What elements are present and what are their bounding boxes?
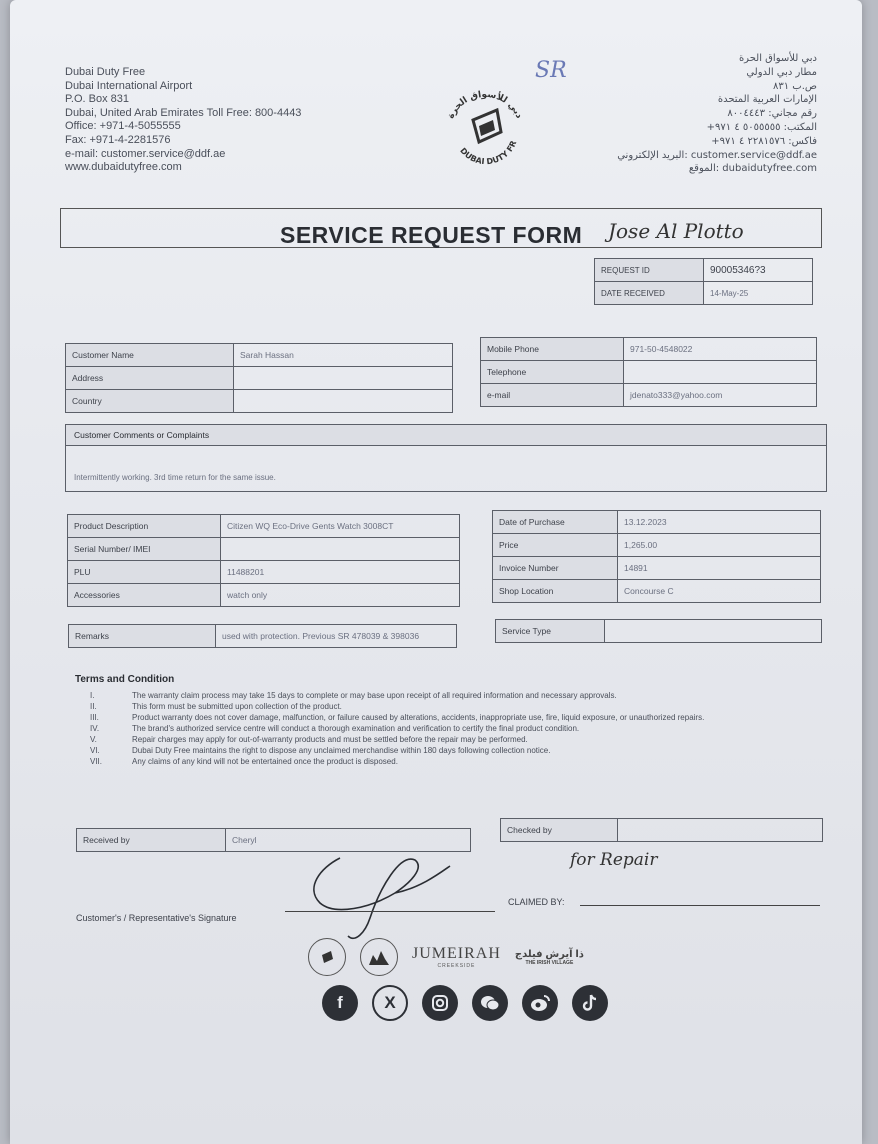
- handwritten-sr-note: SR: [535, 58, 567, 83]
- purchase-table: [492, 510, 821, 603]
- address-line: www.dubaidutyfree.com: [65, 161, 182, 174]
- address-line-ar: رقم مجاني: ٨٠٠٤٤٤٣: [727, 108, 817, 120]
- address-line: Dubai International Airport: [65, 79, 193, 92]
- customer-table: [65, 343, 453, 413]
- comments-label: Customer Comments or Complaints: [66, 425, 826, 446]
- address-line-ar: المكتب: ٥٠٥٥٥٥٥ ٤ ٩٧١+: [706, 121, 817, 133]
- address-label: Address: [66, 367, 234, 390]
- mobile-label: Mobile Phone: [481, 338, 624, 361]
- form-title: SERVICE REQUEST FORM: [280, 222, 583, 248]
- product-description-label: Product Description: [68, 515, 221, 538]
- invoice-label: Invoice Number: [493, 557, 618, 580]
- address-block-ar: [617, 52, 817, 176]
- signature-label: Customer's / Representative's Signature: [76, 913, 237, 923]
- request-id-table: [594, 258, 813, 305]
- service-type-label: Service Type: [496, 620, 605, 643]
- checked-by-table: [500, 818, 823, 842]
- partner-logos: [308, 938, 584, 976]
- x-twitter-icon[interactable]: X: [372, 985, 408, 1021]
- product-description-value: Citizen WQ Eco-Drive Gents Watch 3008CT: [221, 515, 460, 538]
- shop-label: Shop Location: [493, 580, 618, 603]
- price-label: Price: [493, 534, 618, 557]
- weibo-icon[interactable]: [522, 985, 558, 1021]
- term-item: VII. Any claims of any kind will not be entertained once the product is disposed.: [90, 757, 398, 766]
- tiktok-icon[interactable]: [572, 985, 608, 1021]
- date-received-value: 14-May-25: [704, 282, 813, 305]
- term-item: V. Repair charges may apply for out-of-warranty products and must be settled before the repair may be performed.: [90, 735, 528, 744]
- claimed-by-label: CLAIMED BY:: [508, 897, 565, 907]
- mobile-value: 971-50-4548022: [624, 338, 817, 361]
- term-item: IV. The brand's authorized service centre will conduct a thorough examination and verification to certify the final product condition.: [90, 724, 580, 733]
- ddf-logo: [435, 80, 535, 180]
- checked-by-value: [618, 819, 823, 842]
- address-line-ar: فاكس: ٢٢٨١٥٧٦ ٤ ٩٧١+: [711, 135, 817, 147]
- document-page: [10, 0, 862, 1144]
- product-table: [67, 514, 460, 607]
- customer-name-label: Customer Name: [66, 344, 234, 367]
- plu-value: 11488201: [221, 561, 460, 584]
- service-type-table: [495, 619, 822, 643]
- price-value: 1,265.00: [618, 534, 821, 557]
- received-by-value: Cheryl: [226, 829, 471, 852]
- address-line-ar: دبي للأسواق الحرة: [738, 53, 817, 64]
- customer-name-value: Sarah Hassan: [234, 344, 453, 367]
- email-label: e-mail: [481, 384, 624, 407]
- date-purchase-value: 13.12.2023: [618, 511, 821, 534]
- social-icons: [322, 985, 608, 1021]
- comments-text: Intermittently working. 3rd time return for the same issue.: [74, 473, 276, 482]
- request-id-label: REQUEST ID: [595, 259, 704, 282]
- contact-table: [480, 337, 817, 407]
- serial-value: [221, 538, 460, 561]
- country-label: Country: [66, 390, 234, 413]
- country-value: [234, 390, 453, 413]
- terms-title: Terms and Condition: [75, 674, 175, 685]
- date-received-label: DATE RECEIVED: [595, 282, 704, 305]
- address-line: Dubai, United Arab Emirates Toll Free: 800-4443: [65, 106, 302, 119]
- terms-list: [90, 690, 770, 767]
- term-item: VI. Dubai Duty Free maintains the right to dispose any unclaimed merchandise within 180 days following collection notice.: [90, 746, 551, 755]
- plu-label: PLU: [68, 561, 221, 584]
- received-by-label: Received by: [77, 829, 226, 852]
- service-type-value: [605, 620, 822, 643]
- svg-text:دبي للأسواق الحرة: دبي للأسواق الحرة: [446, 89, 524, 121]
- invoice-value: 14891: [618, 557, 821, 580]
- address-block-en: [65, 66, 301, 175]
- address-line: Dubai Duty Free: [65, 66, 146, 78]
- remarks-table: [68, 624, 457, 648]
- request-id-value: 90005346?3: [704, 259, 813, 282]
- address-line-ar: dubaidutyfree.com :الموقع: [688, 163, 817, 175]
- instagram-icon[interactable]: [422, 985, 458, 1021]
- remarks-label: Remarks: [69, 625, 216, 648]
- partner-crest-icon: [360, 938, 398, 976]
- address-line: P.O. Box 831: [65, 93, 130, 106]
- comments-box: [65, 424, 827, 492]
- wechat-icon[interactable]: [472, 985, 508, 1021]
- claimed-by-line: [580, 904, 820, 906]
- svg-text:DUBAI DUTY FREE: DUBAI DUTY FR: [458, 139, 519, 167]
- email-value: jdenato333@yahoo.com: [624, 384, 817, 407]
- address-line-ar: ص.ب ٨٣١: [773, 80, 817, 92]
- handwritten-title-note: Jose Al Plotto: [608, 219, 744, 243]
- handwritten-checked-note: for Repair: [570, 850, 658, 870]
- address-value: [234, 367, 453, 390]
- date-purchase-label: Date of Purchase: [493, 511, 618, 534]
- facebook-icon[interactable]: f: [322, 985, 358, 1021]
- accessories-label: Accessories: [68, 584, 221, 607]
- jumeirah-logo: JUMEIRAH CREEKSIDE: [412, 945, 501, 969]
- address-line-ar: مطار دبي الدولي: [746, 66, 817, 78]
- address-line: Fax: +971-4-2281576: [65, 133, 171, 146]
- serial-label: Serial Number/ IMEI: [68, 538, 221, 561]
- ddf-small-logo-icon: [308, 938, 346, 976]
- accessories-value: watch only: [221, 584, 460, 607]
- term-item: II. This form must be submitted upon collection of the product.: [90, 702, 342, 711]
- address-line-ar: customer.service@ddf.ae :البريد الإلكتروني: [617, 149, 817, 161]
- term-item: III. Product warranty does not cover damage, malfunction, or failure caused by alterations, accidents, inappropriate use, fire, liquid exposure, or unauthorized repairs.: [90, 713, 705, 722]
- irish-village-logo: ذا آيرش فيلدج THE IRISH VILLAGE: [514, 948, 584, 966]
- telephone-value: [624, 361, 817, 384]
- term-item: I. The warranty claim process may take 15 days to complete or may base upon receipt of all required information and necessary approvals.: [90, 691, 617, 700]
- checked-by-label: Checked by: [501, 819, 618, 842]
- signature-line: [285, 910, 495, 912]
- address-line: Office: +971-4-5055555: [65, 120, 181, 133]
- remarks-value: used with protection. Previous SR 478039 & 398036: [216, 625, 457, 648]
- telephone-label: Telephone: [481, 361, 624, 384]
- shop-value: Concourse C: [618, 580, 821, 603]
- address-line: e-mail: customer.service@ddf.ae: [65, 147, 226, 160]
- address-line-ar: الإمارات العربية المتحدة: [717, 94, 817, 106]
